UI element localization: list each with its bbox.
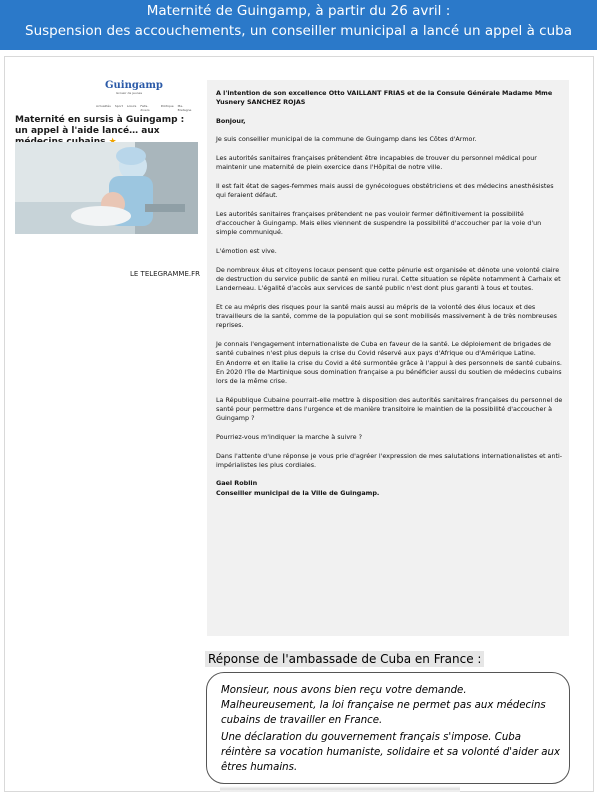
letter-paragraph: De nombreux élus et citoyens locaux pensent que cette pénurie est organisée et dénote une volonté claire de destruction du service public de santé en milieu rural. Cette situation se répète notamment à Carhaix et Landerneau. L'égalité d'accès aux services de santé public n'est dont plus garanti à tous et toutes. — [216, 265, 561, 293]
letter-signature-title: Conseiller municipal de la Ville de Guingamp. — [216, 488, 380, 497]
letter-signature-name: Gael Roblin — [216, 479, 258, 488]
reply-heading: Réponse de l'ambassade de Cuba en France : — [205, 651, 484, 667]
letter-paragraph: L'émotion est vive. — [216, 247, 277, 256]
truncated-text-line — [220, 786, 460, 792]
newspaper-tagline: Grossir de jeunes — [116, 91, 143, 95]
newspaper-logo: Guingamp — [105, 80, 163, 91]
newspaper-nav-item: Sport — [114, 104, 123, 108]
hospital-photo — [15, 142, 198, 234]
letter-paragraph: Je connais l'engagement internationaliste de Cuba en faveur de la santé. Le déploiement de brigades de santé cubaines n'est plus depuis la crise du Covid réservé aux pays d'Afrique ou d'Amérique Latine. En Andorre et en Italie la crise du Covid a été surmontée grâce à l'appui à des personnels de santé cubains. En 2020 l'île de Martinique sous domination française a pu bénéficier aussi du soutien de médecins cubains lors de la même crise. — [216, 340, 562, 386]
letter-paragraph: Dans l'attente d'une réponse je vous prie d'agréer l'expression de mes salutations internationalistes et anti-impérialistes les plus cordiales. — [216, 451, 563, 469]
reply-paragraph: Une déclaration du gouvernement français s'impose. Cuba réintère sa vocation humaniste, solidaire et sa volonté d'aider aux êtres humains. — [221, 732, 560, 773]
reply-box — [206, 672, 570, 784]
newspaper-nav-item: Politique — [160, 104, 174, 108]
hospital-photo-illustration — [15, 142, 198, 234]
letter-body — [216, 89, 564, 498]
newspaper-nav — [96, 104, 196, 112]
letter-paragraph: Et ce au mépris des risques pour la santé mais aussi au mépris de la volonté des élus locaux et des travailleurs de la santé, comme de la population qui se sont mobilisés massivement à de très nombreuses reprises. — [216, 302, 557, 330]
letter-paragraph: La République Cubaine pourrait-elle mettre à disposition des autorités sanitaires françaises du personnel de santé pour permettre dans l'urgence et de manière transitoire le maintien de la possibilité d'accoucher à Guingamp ? — [216, 395, 563, 423]
page-subtitle: Suspension des accouchements, un conseiller municipal a lancé un appel à cuba — [25, 23, 572, 39]
letter-paragraph: Pourriez-vous m'indiquer la marche à suivre ? — [216, 432, 362, 441]
letter-paragraph: Les autorités sanitaires françaises prétendent être incapables de trouver du personnel médical pour maintenir une maternité de plein exercice dans l'Hôpital de notre ville. — [216, 154, 537, 172]
letter-card — [207, 80, 569, 636]
header-banner — [0, 0, 597, 50]
newspaper-source: LE TELEGRAMME.FR — [130, 270, 200, 278]
newspaper-nav-item: Faits-divers — [140, 104, 150, 112]
newspaper-nav-item: Loisirs — [126, 104, 137, 108]
newspaper-nav-item: Ma-Bretagne — [177, 104, 192, 112]
letter-greeting: Bonjour, — [216, 116, 246, 125]
letter-paragraph: Je suis conseiller municipal de la commune de Guingamp dans les Côtes d'Armor. — [216, 135, 477, 144]
letter-paragraph: Les autorités sanitaires françaises prétendent ne pas vouloir fermer définitivement la possibilité d'accoucher à Guingamp. Mais elles viennent de suspendre la possibilité d'accoucher par la voie d'un simple communiqué. — [216, 209, 542, 237]
letter-paragraph: Il est fait état de sages-femmes mais aussi de gynécologues obstétriciens et des médecins anesthésistes qui feraient défaut. — [216, 181, 554, 200]
newspaper-nav-item: Actualités — [96, 104, 111, 108]
reply-body — [221, 683, 561, 777]
page-title: Maternité de Guingamp, à partir du 26 avril : — [146, 3, 451, 19]
reply-paragraph: Monsieur, nous avons bien reçu votre demande. Malheureusement, la loi française ne permet pas aux médecins cubains de travailler en France. — [221, 685, 546, 726]
letter-addressee: A l'intention de son excellence Otto VAILLANT FRIAS et de la Consule Générale Madame Mme Yusnery SANCHEZ ROJAS — [216, 89, 553, 107]
newspaper-headline-text: Maternité en sursis à Guingamp : un appel à l'aide lancé… aux — [15, 115, 185, 136]
